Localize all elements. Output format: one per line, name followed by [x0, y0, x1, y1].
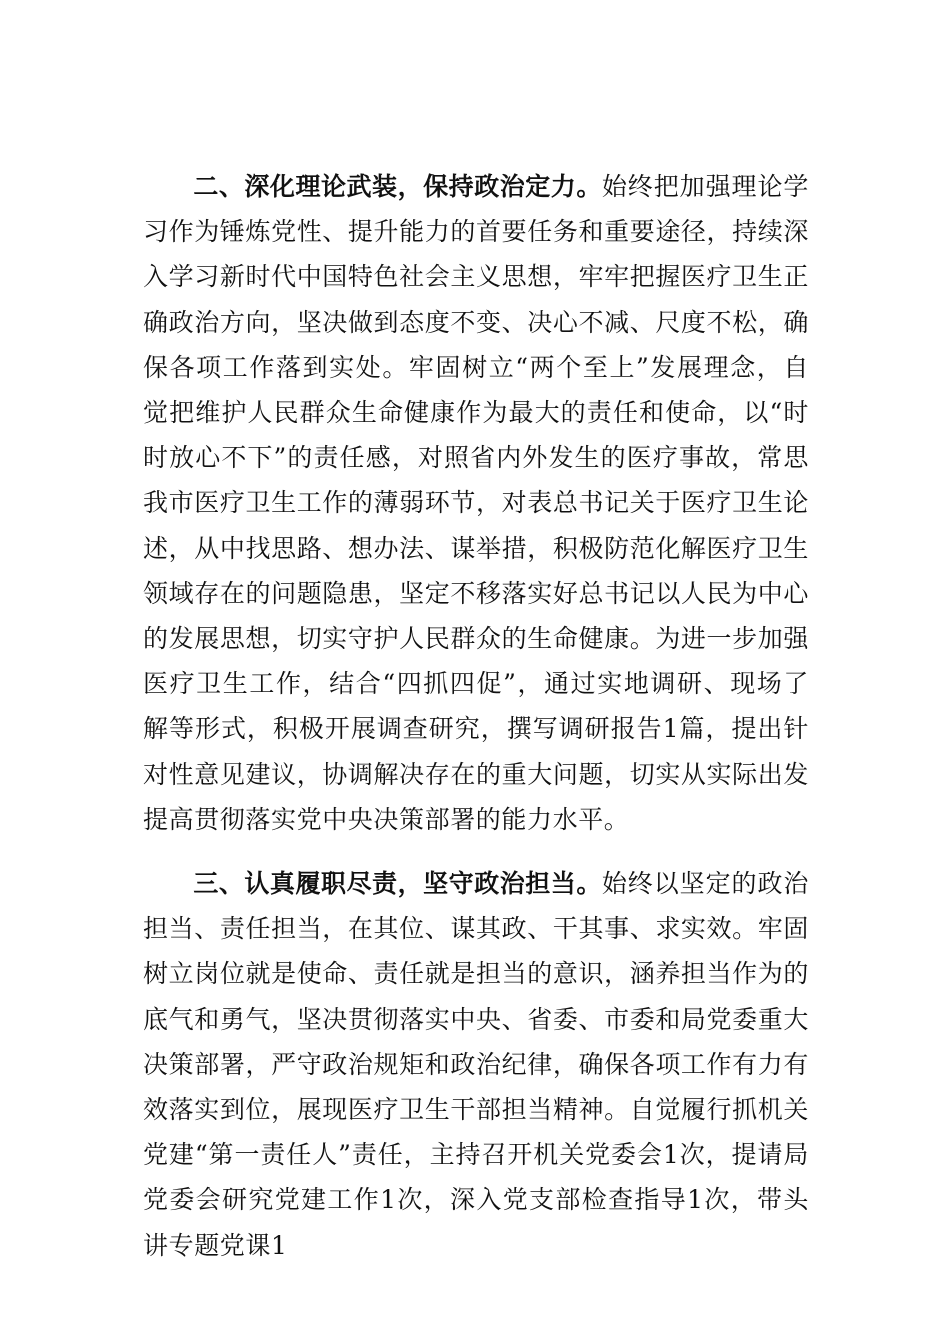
section-body-3: 始终以坚定的政治担当、责任担当，在其位、谋其政、干其事、求实效。牢固树立岗位就是使命、责任就是担当的意识，涵养担当作为的底气和勇气，坚决贯彻落实中央、省委、市委和局党委重大决策部署，严守政治规矩和政治纪律，确保各项工作有力有效落实到位，展现医疗卫生干部担当精神。自觉履行抓机关党建“第一责任人”责任，主持召开机关党委会1次，提请局党委会研究党建工作1次，深入党支部检查指导1次，带头讲专题党课1	[143, 869, 809, 1260]
paragraph-section-2	[143, 164, 809, 842]
section-heading-2: 二、深化理论武装，保持政治定力。	[193, 172, 602, 201]
section-body-2: 始终把加强理论学习作为锤炼党性、提升能力的首要任务和重要途径，持续深入学习新时代中国特色社会主义思想，牢牢把握医疗卫生正确政治方向，坚决做到态度不变、决心不减、尺度不松，确保各项工作落到实处。牢固树立“两个至上”发展理念，自觉把维护人民群众生命健康作为最大的责任和使命，以“时时放心不下”的责任感，对照省内外发生的医疗事故，常思我市医疗卫生工作的薄弱环节，对表总书记关于医疗卫生论述，从中找思路、想办法、谋举措，积极防范化解医疗卫生领域存在的问题隐患，坚定不移落实好总书记以人民为中心的发展思想，切实守护人民群众的生命健康。为进一步加强医疗卫生工作，结合“四抓四促”，通过实地调研、现场了解等形式，积极开展调查研究，撰写调研报告1篇，提出针对性意见建议，协调解决存在的重大问题，切实从实际出发提高贯彻落实党中央决策部署的能力水平。	[143, 172, 809, 834]
paragraph-section-3	[143, 861, 809, 1268]
section-heading-3: 三、认真履职尽责，坚守政治担当。	[193, 869, 602, 898]
